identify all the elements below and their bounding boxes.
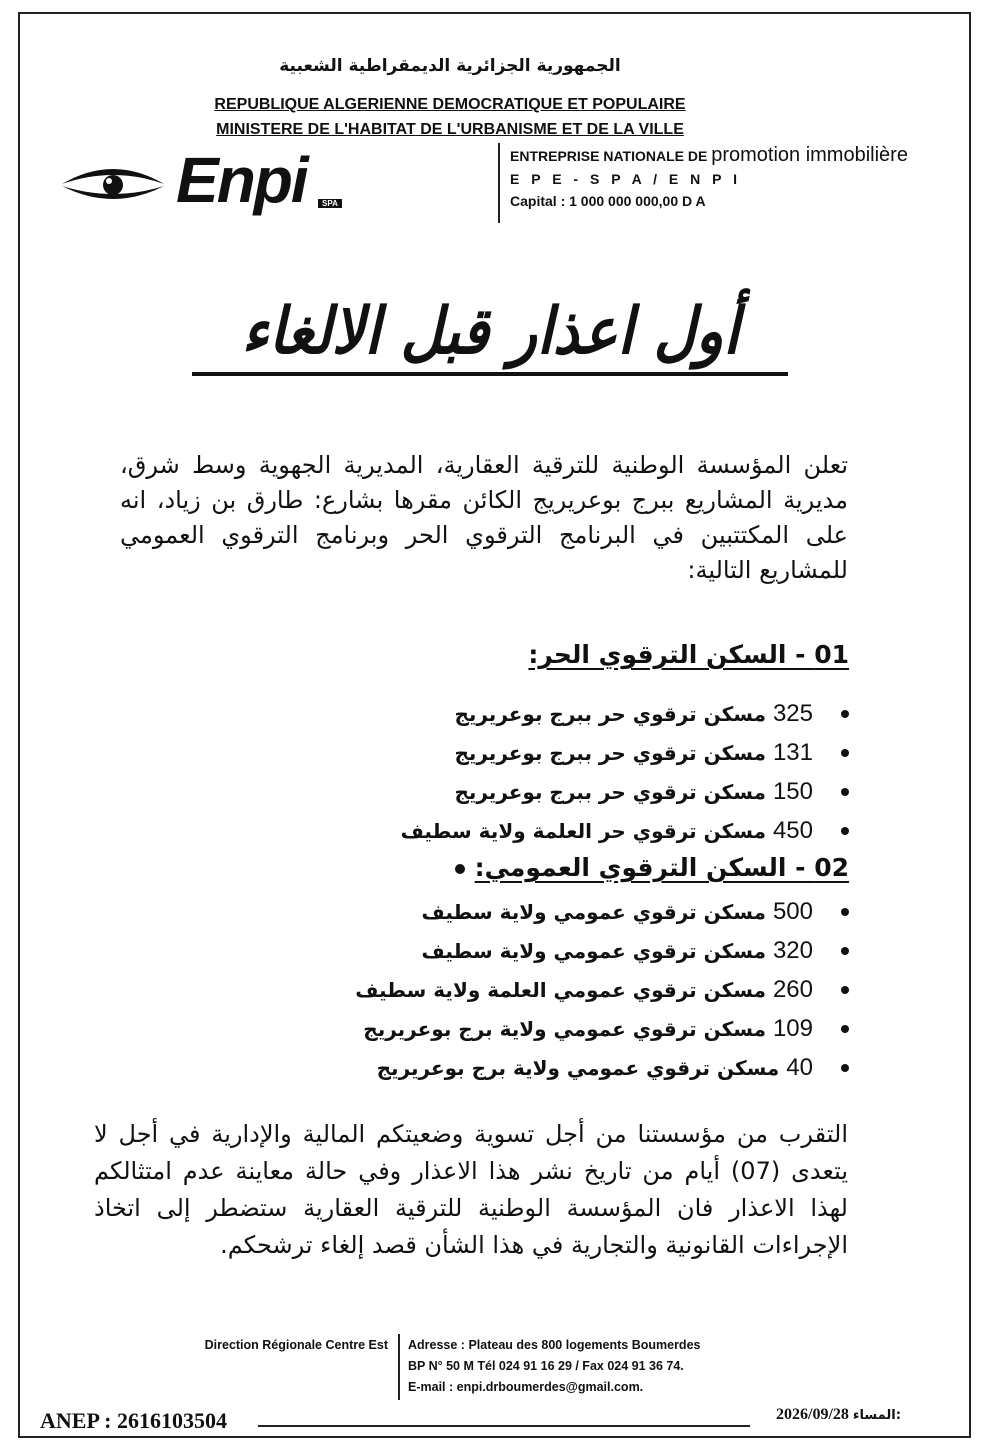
list-item [401,700,849,739]
unit-count: 320 [772,937,813,964]
list-item [355,898,849,937]
unit-count: 500 [772,898,813,925]
section2-title-text: 02 - السكن الترقوي العمومي: [474,853,849,882]
footer-email: E-mail : enpi.drboumerdes@gmail.com. [408,1380,644,1394]
notice-title-wrap [190,292,790,372]
unit-count: 109 [772,1015,813,1042]
bullet-icon [841,947,849,955]
footer-address-block [408,1335,700,1398]
header-french-republic: REPUBLIQUE ALGERIENNE DEMOCRATIQUE ET POPULAIRE [214,96,686,113]
date-stamp [776,1406,901,1424]
unit-count: 260 [772,976,813,1003]
company-name [510,144,908,167]
unit-description: مسكن ترقوي عمومي ولاية برج بوعريريج [363,1017,766,1041]
section2-list [355,898,849,1093]
footer-direction: Direction Régionale Centre Est [204,1338,388,1352]
unit-description: مسكن ترقوي عمومي العلمة ولاية سطيف [355,978,766,1002]
company-name-prefix: ENTREPRISE NATIONALE DE [510,148,708,164]
title-underline [192,372,788,376]
company-legal-form: E P E - S P A / E N P I [510,171,742,187]
anep-reference: ANEP : 2616103504 [40,1408,227,1433]
section2-title [455,853,849,882]
intro-paragraph: تعلن المؤسسة الوطنية للترقية العقارية، المديرية الجهوية وسط شرق، مديرية المشاريع ببرج بوعريريج الكائن مقرها بشارع: طارق بن زياد، انه على المكتتبين في البرنامج الترقوي الحر وبرنامج الترقوي العمومي للمشاريع التالية: [120,451,848,584]
company-name-suffix: promotion immobilière [711,144,908,166]
list-item [401,739,849,778]
footer-phone: BP N° 50 M Tél 024 91 16 29 / Fax 024 91 36 74. [408,1359,684,1373]
list-item [401,778,849,817]
list-item [401,817,849,856]
unit-description: مسكن ترقوي حر ببرج بوعريريج [454,780,766,804]
list-item [355,976,849,1015]
eye-logo-icon [58,158,168,208]
section1-title: 01 - السكن الترقوي الحر: [528,640,849,669]
company-capital: Capital : 1 000 000 000,00 D A [510,193,706,209]
unit-count: 450 [772,817,813,844]
date-label: المساء: [852,1408,901,1423]
bullet-icon [455,864,465,874]
bullet-icon [841,908,849,916]
footer-address: Adresse : Plateau des 800 logements Boumerdes [408,1338,701,1352]
header-arabic-republic: الجمهورية الجزائرية الديمقراطية الشعبية [279,56,621,76]
bullet-icon [841,710,849,718]
bullet-icon [841,986,849,994]
company-info [498,143,908,223]
date-value: 2026/09/28 [776,1406,849,1423]
bullet-icon [841,1064,849,1072]
notice-title: أول اعذار قبل الالغاء [241,295,739,369]
unit-description: مسكن ترقوي حر ببرج بوعريريج [454,741,766,765]
footer-divider [398,1334,400,1400]
unit-description: مسكن ترقوي حر ببرج بوعريريج [454,702,766,726]
bullet-icon [841,827,849,835]
unit-description: مسكن ترقوي حر العلمة ولاية سطيف [400,819,766,843]
bullet-icon [841,788,849,796]
list-item [355,1054,849,1093]
bullet-icon [841,1025,849,1033]
logo-spa-tag: SPA [318,199,342,208]
section1-list [401,700,849,856]
header-ministry: MINISTERE DE L'HABITAT DE L'URBANISME ET DE LA VILLE [216,121,684,138]
closing-paragraph: التقرب من مؤسستنا من أجل تسوية وضعيتكم المالية والإدارية في أجل لا يتعدى (07) أيام من تاريخ نشر هذا الاعذار وفي حالة معاينة عدم امتثالكم لهذا الاعذار فان المؤسسة الوطنية للترقية العقارية ستضطر إلى اتخاذ الإجراءات القانونية والتجارية في هذا الشأن قصد إلغاء ترشحكم. [94,1120,849,1259]
unit-description: مسكن ترقوي عمومي ولاية برج بوعريريج [376,1056,780,1080]
unit-count: 40 [786,1054,813,1081]
unit-count: 150 [772,778,813,805]
unit-count: 131 [772,739,813,766]
list-item [355,937,849,976]
list-item [355,1015,849,1054]
bullet-icon [841,749,849,757]
unit-count: 325 [772,700,813,727]
unit-description: مسكن ترقوي عمومي ولاية سطيف [421,939,766,963]
anep-rule [258,1425,750,1427]
logo-wordmark: Enpi [176,144,307,216]
unit-description: مسكن ترقوي عمومي ولاية سطيف [421,900,766,924]
